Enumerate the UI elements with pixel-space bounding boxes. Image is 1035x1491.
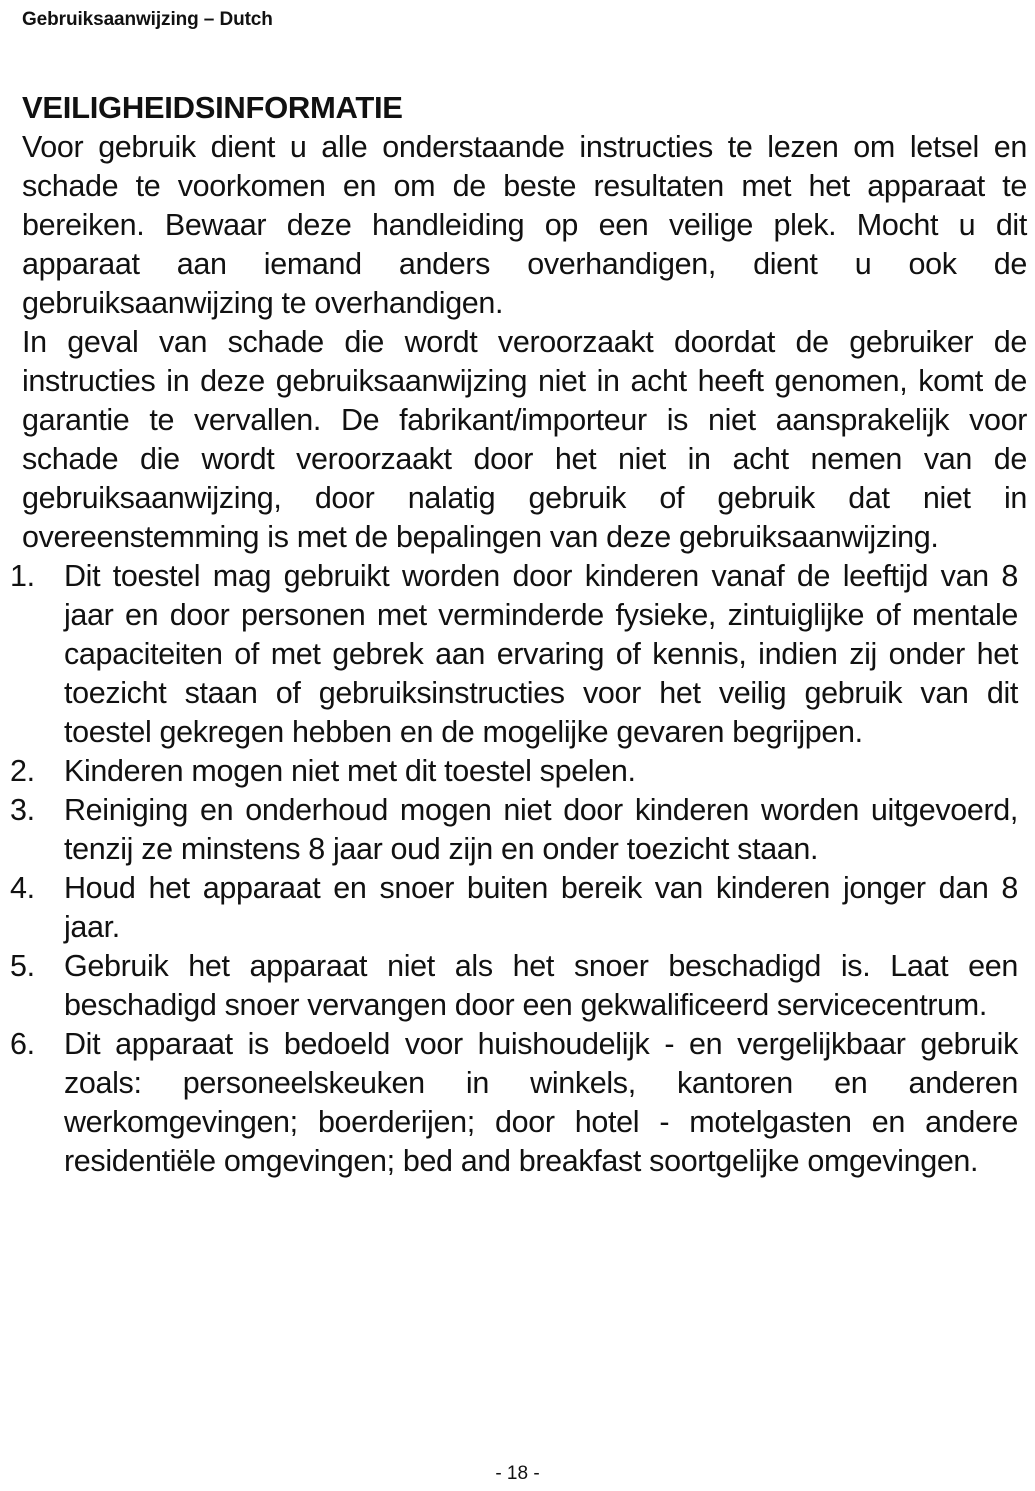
safety-list [10,557,1018,1181]
liability-paragraph: In geval van schade die wordt veroorzaakt doordat de gebruiker de instructies in deze gebruiksaanwijzing niet in acht heeft genomen, komt de garantie te vervallen. De fabrikant/importeur is niet aansprakelijk voor schade die wordt veroorzaakt door het niet in acht nemen van de gebruiksaanwijzing, door nalatig gebruik of gebruik dat niet in overeenstemming is met de bepalingen van deze gebruiksaanwijzing. [22,325,1027,554]
list-item-text: Dit toestel mag gebruikt worden door kinderen vanaf de leeftijd van 8 jaar en door personen met verminderde fysieke, zintuiglijke of mentale capaciteiten of met gebrek aan ervaring of kennis, indien zij onder het toezicht staan of gebruiksinstructies voor het veilig gebruik van dit toestel gekregen hebben en de mogelijke gevaren begrijpen. [64,559,1018,749]
list-item [10,869,1018,947]
intro-paragraph: Voor gebruik dient u alle onderstaande instructies te lezen om letsel en schade te voorkomen en om de beste resultaten met het apparaat te bereiken. Bewaar deze handleiding op een veilige plek. Mocht u dit apparaat aan iemand anders overhandigen, dient u ook de gebruiksaanwijzing te overhandigen. [22,130,1027,320]
list-item-number: 4. [10,871,35,905]
list-item [10,1025,1018,1181]
list-item [10,557,1018,752]
list-item [10,947,1018,1025]
list-item-number: 6. [10,1027,35,1061]
list-item [10,752,1018,791]
list-item-text: Dit apparaat is bedoeld voor huishoudelijk - en vergelijkbaar gebruik zoals: personeelskeuken in winkels, kantoren en anderen werkomgevingen; boerderijen; door hotel - motelgasten en andere residentiële omgevingen; bed and breakfast soortgelijke omgevingen. [64,1027,1018,1178]
list-item-text: Kinderen mogen niet met dit toestel spelen. [64,754,636,788]
list-item-number: 3. [10,793,35,827]
section-title: VEILIGHEIDSINFORMATIE [22,90,403,125]
list-item-number: 2. [10,754,35,788]
list-item [10,791,1018,869]
page-number: - 18 - [495,1463,540,1484]
list-item-text: Houd het apparaat en snoer buiten bereik van kinderen jonger dan 8 jaar. [64,871,1018,944]
page-header: Gebruiksaanwijzing – Dutch [22,9,273,30]
list-item-number: 1. [10,559,35,593]
content-area [10,88,1027,1181]
list-item-number: 5. [10,949,35,983]
list-item-text: Gebruik het apparaat niet als het snoer beschadigd is. Laat een beschadigd snoer vervangen door een gekwalificeerd servicecentrum. [64,949,1018,1022]
list-item-text: Reiniging en onderhoud mogen niet door kinderen worden uitgevoerd, tenzij ze minstens 8 jaar oud zijn en onder toezicht staan. [64,793,1018,866]
